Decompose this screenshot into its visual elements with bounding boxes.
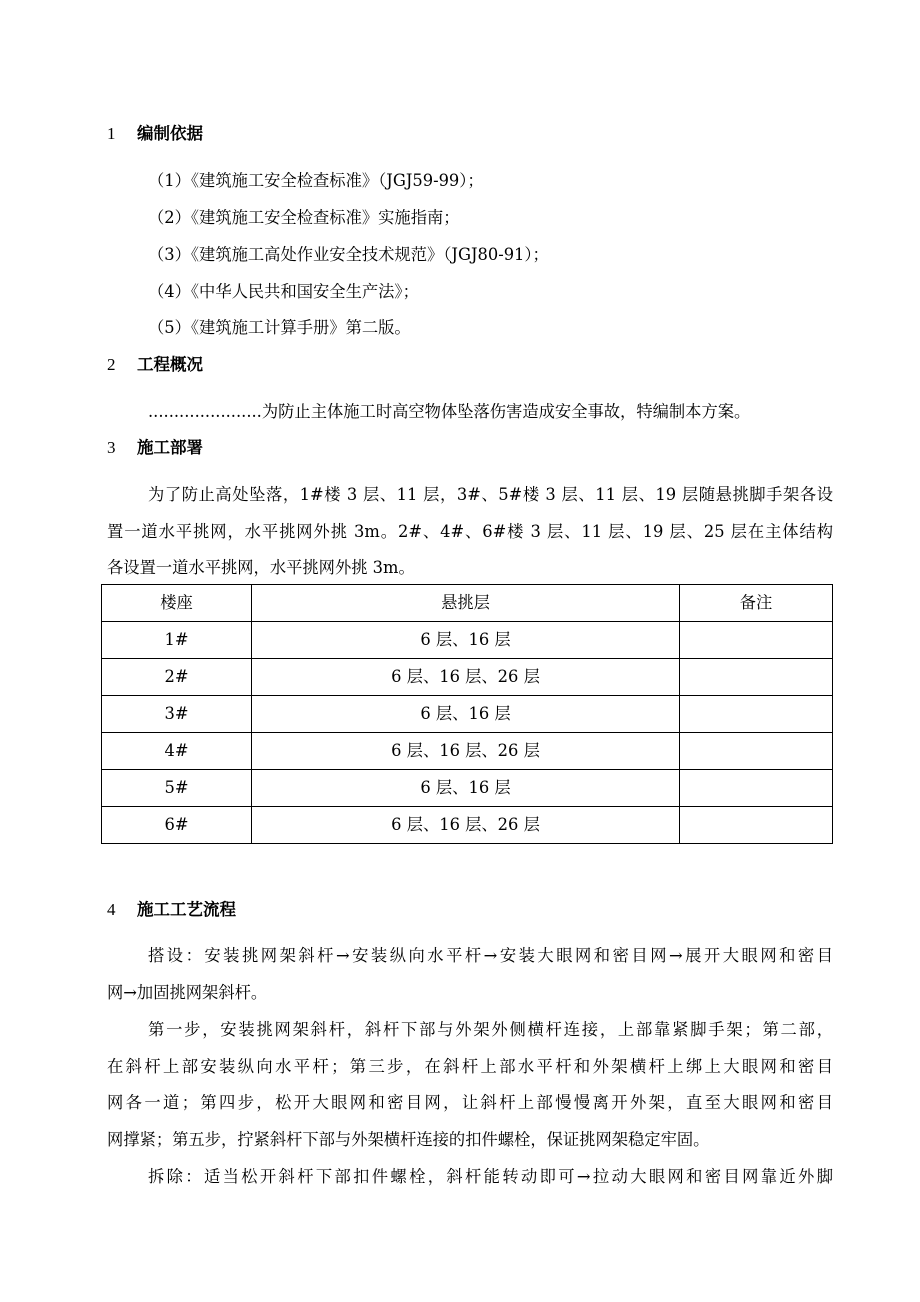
steps-line: 网撑紧；第五步，拧紧斜杆下部与外架横杆连接的扣件螺栓，保证挑网架稳定牢固。 <box>107 1130 710 1149</box>
section-3-heading <box>107 438 203 458</box>
building-cell: 1# <box>102 622 252 659</box>
steps-line: 在斜杆上部安装纵向水平杆；第三步，在斜杆上部水平杆和外架横杆上绑上大眼网和密目 <box>107 1057 833 1076</box>
section-2-heading <box>107 355 203 375</box>
building-cell: 5# <box>102 770 252 807</box>
header-cell-building: 楼座 <box>102 585 252 622</box>
deployment-line: 为了防止高处坠落，1#楼 3 层、11 层，3#、5#楼 3 层、11 层、19 层随悬挑脚手架各设 <box>148 485 833 504</box>
erect-line: 网→加固挑网架斜杆。 <box>107 983 268 1002</box>
table-header-row <box>102 585 833 622</box>
building-cell: 6# <box>102 807 252 844</box>
header-cell-remarks: 备注 <box>680 585 833 622</box>
floors-cell: 6 层、16 层 <box>252 770 680 807</box>
table-row <box>102 770 833 807</box>
remarks-cell <box>680 696 833 733</box>
remarks-cell <box>680 807 833 844</box>
floors-cell: 6 层、16 层 <box>252 696 680 733</box>
floors-cell: 6 层、16 层、26 层 <box>252 807 680 844</box>
remarks-cell <box>680 659 833 696</box>
table-row <box>102 733 833 770</box>
header-cell-floors: 悬挑层 <box>252 585 680 622</box>
section-title: 施工部署 <box>137 438 203 457</box>
reference-item: （5）《建筑施工计算手册》第二版。 <box>148 318 411 337</box>
section-number: 2 <box>107 355 116 374</box>
floors-cell: 6 层、16 层、26 层 <box>252 659 680 696</box>
section-4-heading <box>107 900 236 920</box>
section-title: 工程概况 <box>137 355 203 374</box>
deployment-line: 各设置一道水平挑网，水平挑网外挑 3m。 <box>107 558 415 577</box>
building-cell: 4# <box>102 733 252 770</box>
table-row <box>102 696 833 733</box>
building-cell: 2# <box>102 659 252 696</box>
section-title: 施工工艺流程 <box>137 900 236 919</box>
section-number: 3 <box>107 438 116 457</box>
reference-item: （3）《建筑施工高处作业安全技术规范》（JGJ80-91）； <box>148 245 549 264</box>
section-number: 1 <box>107 124 116 143</box>
building-cell: 3# <box>102 696 252 733</box>
reference-item: （1）《建筑施工安全检查标准》（JGJ59-99）； <box>148 171 484 190</box>
overhang-floor-table <box>101 584 833 844</box>
section-1-heading <box>107 124 203 144</box>
table-row <box>102 807 833 844</box>
reference-item: （2）《建筑施工安全检查标准》实施指南； <box>148 208 460 227</box>
erect-line: 搭设：安装挑网架斜杆→安装纵向水平杆→安装大眼网和密目网→展开大眼网和密目 <box>148 946 833 965</box>
remarks-cell <box>680 733 833 770</box>
overview-text: ......................为防止主体施工时高空物体坠落伤害造成安全事故，特编制本方案。 <box>148 402 751 421</box>
section-title: 编制依据 <box>137 124 203 143</box>
table-row <box>102 622 833 659</box>
remarks-cell <box>680 770 833 807</box>
dismantle-line: 拆除：适当松开斜杆下部扣件螺栓，斜杆能转动即可→拉动大眼网和密目网靠近外脚 <box>148 1167 833 1186</box>
table-row <box>102 659 833 696</box>
floors-cell: 6 层、16 层 <box>252 622 680 659</box>
section-number: 4 <box>107 900 116 919</box>
steps-line: 网各一道；第四步，松开大眼网和密目网，让斜杆上部慢慢离开外架，直至大眼网和密目 <box>107 1093 833 1112</box>
remarks-cell <box>680 622 833 659</box>
steps-line: 第一步，安装挑网架斜杆，斜杆下部与外架外侧横杆连接，上部靠紧脚手架；第二部， <box>148 1020 833 1039</box>
floors-cell: 6 层、16 层、26 层 <box>252 733 680 770</box>
deployment-line: 置一道水平挑网，水平挑网外挑 3m。2#、4#、6#楼 3 层、11 层、19 层、25 层在主体结构 <box>107 522 833 541</box>
reference-item: （4）《中华人民共和国安全生产法》； <box>148 282 419 301</box>
